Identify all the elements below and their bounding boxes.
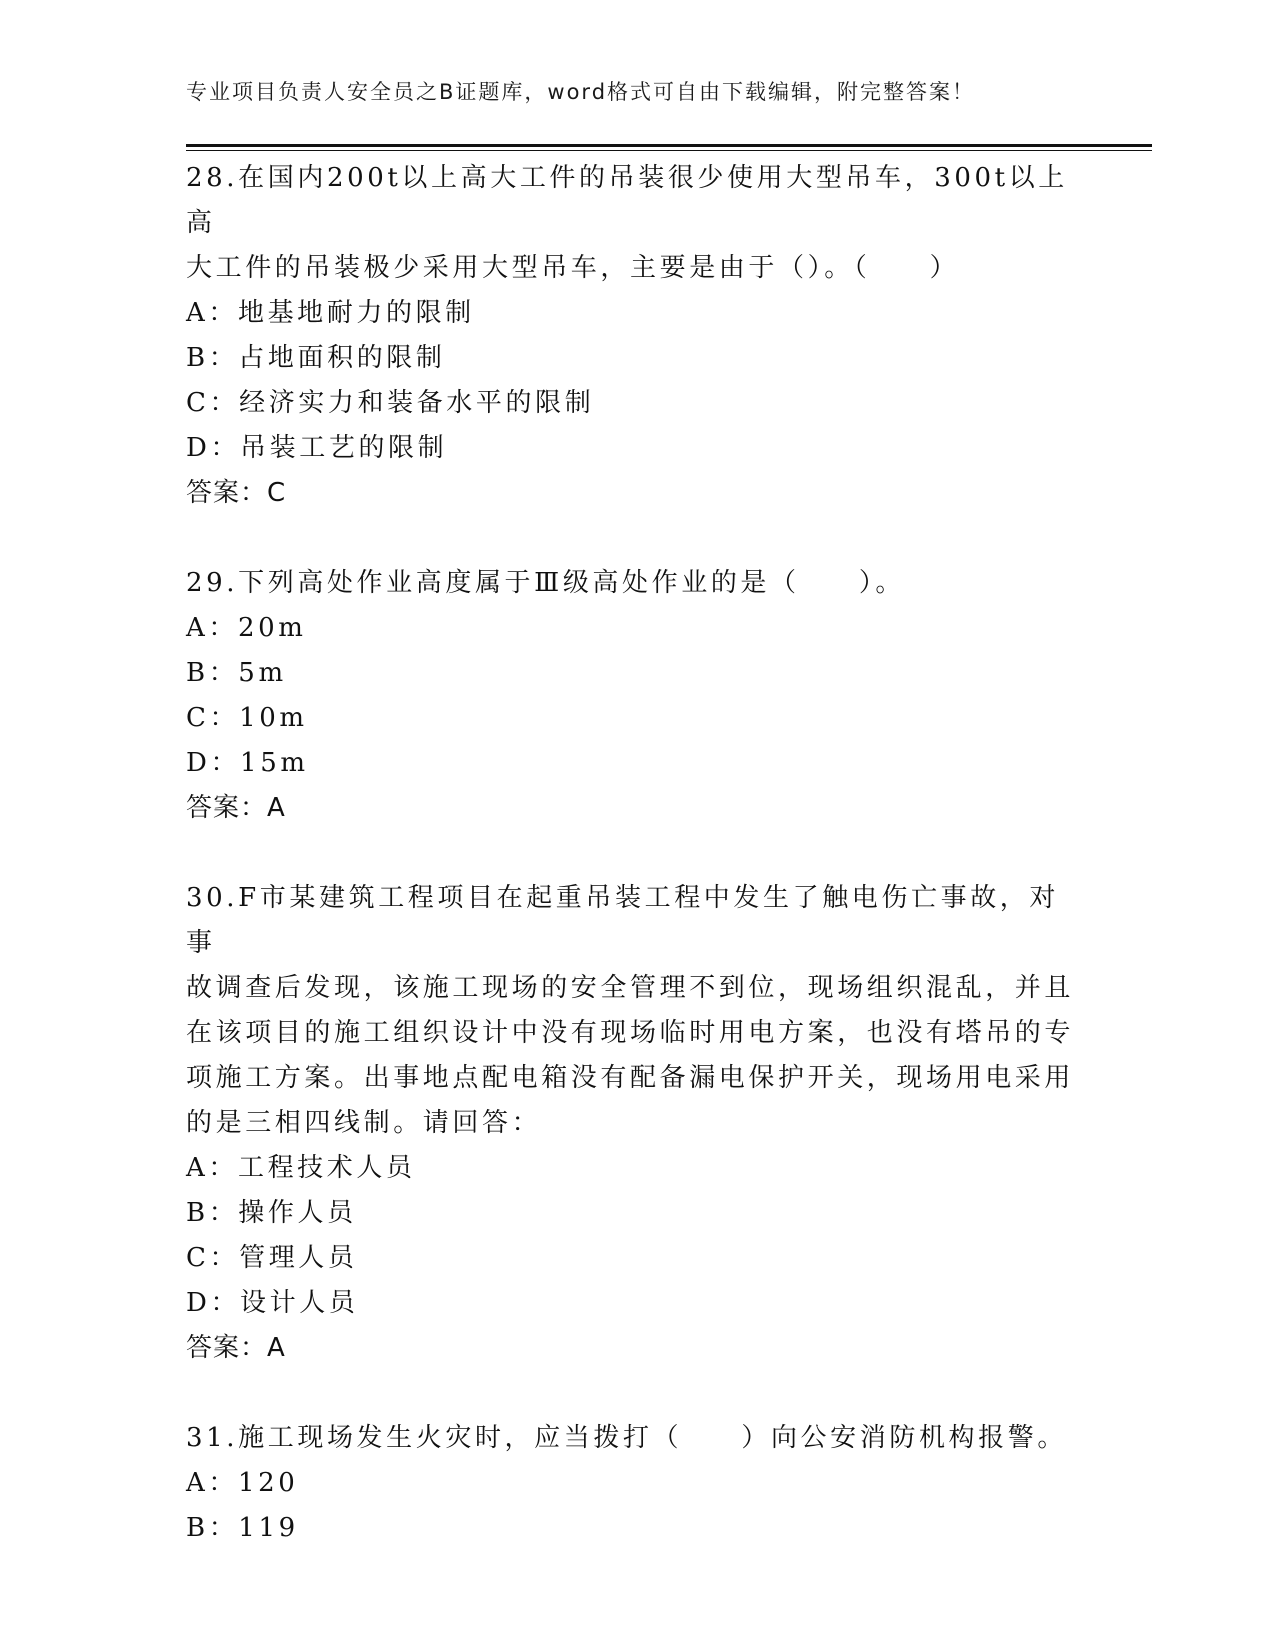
option-a: A：工程技术人员	[186, 1153, 416, 1183]
option-b: B：操作人员	[186, 1198, 357, 1228]
header-rule-thick	[186, 144, 1152, 147]
option-c: C：管理人员	[186, 1243, 358, 1273]
option-b: B：119	[186, 1513, 299, 1543]
question-31	[186, 1416, 1086, 1551]
question-stem-line: 29.下列高处作业高度属于Ⅲ级高处作业的是（ ）。	[186, 568, 906, 598]
question-stem-line: 28.在国内200t以上高大工件的吊装很少使用大型吊车，300t以上高	[186, 163, 1068, 238]
page-header: 专业项目负责人安全员之B证题库，word格式可自由下载编辑，附完整答案！	[186, 80, 976, 104]
question-gap	[186, 831, 1086, 876]
question-stem-line: 项施工方案。出事地点配电箱没有配备漏电保护开关，现场用电采用	[186, 1063, 1075, 1093]
option-c: C：经济实力和装备水平的限制	[186, 388, 595, 418]
question-30	[186, 876, 1086, 1371]
option-c: C：10m	[186, 703, 308, 733]
option-a: A：地基地耐力的限制	[186, 298, 475, 328]
option-d: D：15m	[186, 748, 309, 778]
header-rule-thin	[186, 150, 1152, 151]
question-stem-line: 31.施工现场发生火灾时，应当拨打（ ）向公安消防机构报警。	[186, 1423, 1067, 1453]
question-stem-line: 在该项目的施工组织设计中没有现场临时用电方案，也没有塔吊的专	[186, 1018, 1075, 1048]
option-b: B：5m	[186, 658, 287, 688]
question-29	[186, 561, 1086, 831]
answer: 答案：A	[186, 793, 286, 823]
option-b: B：占地面积的限制	[186, 343, 446, 373]
option-d: D：设计人员	[186, 1288, 359, 1318]
option-a: A：20m	[186, 613, 307, 643]
answer: 答案：C	[186, 478, 287, 508]
answer: 答案：A	[186, 1333, 286, 1363]
option-d: D：吊装工艺的限制	[186, 433, 448, 463]
question-stem-line: 大工件的吊装极少采用大型吊车，主要是由于（）。（ ）	[186, 253, 960, 283]
question-stem-line: 故调查后发现，该施工现场的安全管理不到位，现场组织混乱，并且	[186, 973, 1075, 1003]
question-stem-line: 30.F市某建筑工程项目在起重吊装工程中发生了触电伤亡事故，对事	[186, 883, 1059, 958]
question-gap	[186, 516, 1086, 561]
question-gap	[186, 1371, 1086, 1416]
question-28	[186, 156, 1086, 516]
question-list	[186, 156, 1086, 1551]
option-a: A：120	[186, 1468, 299, 1498]
question-stem-line: 的是三相四线制。请回答：	[186, 1108, 542, 1138]
